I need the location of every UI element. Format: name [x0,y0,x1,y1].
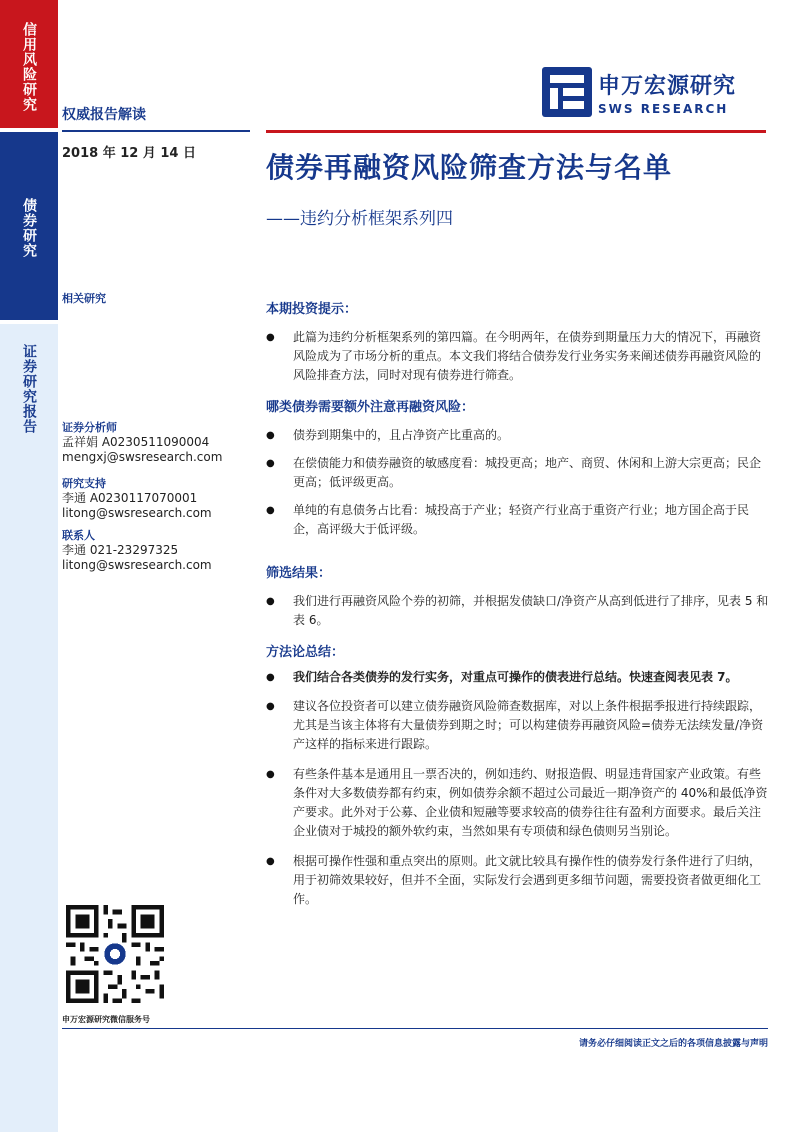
page-subtitle: ——违约分析框架系列四 [266,209,453,229]
contact-name-id: 孟祥娟 A0230511090004 [62,435,210,449]
section-method: 方法论总结： [266,645,345,660]
contact-role: 证券分析师 [62,421,117,434]
bullet-text: 建议各位投资者可以建立债券融资风险筛查数据库，对以上条件根据季报进行持续跟踪，尤其是当该主体将有大量债券到期之时；可以构建债券再融资风险=债券无法续发量/净资产这样的指标来进行跟踪。 [293,699,764,751]
title-divider [266,130,766,133]
bullet-dot-icon: ● [266,672,275,683]
sws-logo [540,64,736,120]
qr-caption: 申万宏源研究微信服务号 [62,1015,150,1024]
bullet-text: 我们进行再融资风险个券的初筛，并根据发债缺口/净资产从高到低进行了排序，见表 5 和表 6。 [293,594,769,627]
side-tab-credit-risk [0,0,58,128]
bullet-item [266,765,770,841]
related-research-label: 相关研究 [62,292,106,305]
bullet-item [266,501,770,539]
bullet-item [266,426,770,445]
side-tab-report [0,324,58,1132]
bullet-item [266,668,770,687]
bullet-text: 债券到期集中的，且占净资产比重高的。 [293,428,510,442]
side-tab-bond [0,132,58,320]
sws-logo-icon [540,65,594,119]
contact-email: litong@swsresearch.com [62,506,212,520]
bullet-item [266,697,770,754]
page-title: 债券再融资风险筛查方法与名单 [266,151,673,184]
contact-role: 联系人 [62,529,95,542]
bullet-dot-icon: ● [266,332,275,343]
bullet-text: 有些条件基本是通用且一票否决的，例如违约、财报造假、明显违背国家产业政策。有些条件对大多数债券都有约束，例如债券余额不超过公司最近一期净资产的 40%和最低净资产要求。此外对于公募、企业债和短融等要求较高的债券往往有盈利方面要求。最后关注企业债对于城投的额外软约束，当然如果有专项债和绿色债则另当别论。 [293,767,768,838]
bullet-text: 在偿债能力和债券融资的敏感度看：城投更高；地产、商贸、休闲和上游大宗更高；民企更高；低评级更高。 [293,456,762,489]
section-tips: 本期投资提示： [266,302,358,317]
contact-support [62,476,262,521]
qr-code-icon [66,905,164,1003]
contact-analyst [62,420,262,465]
bullet-text: 根据可操作性强和重点突出的原则。此文就比较具有操作性的债券发行条件进行了归纳，用于初筛效果较好，但并不全面，实际发行会遇到更多细节问题，需要投资者做更细化工作。 [293,854,762,906]
contact-name-id: 李通 A0230117070001 [62,491,198,505]
bullet-dot-icon: ● [266,769,275,780]
contact-name-phone: 李通 021-23297325 [62,543,179,557]
bullet-item [266,328,770,385]
report-date: 2018 年 12 月 14 日 [62,146,196,161]
logo-english: SWS RESEARCH [598,101,729,116]
bullet-dot-icon: ● [266,430,275,441]
section-which-bonds: 哪类债券需要额外注意再融资风险： [266,400,475,415]
bullet-item [266,592,770,630]
contact-role: 研究支持 [62,477,106,490]
bullet-dot-icon: ● [266,505,275,516]
contact-person [62,528,262,573]
disclaimer-footer: 请务必仔细阅读正文之后的各项信息披露与声明 [578,1039,768,1049]
report-kind: 权威报告解读 [62,107,146,123]
side-tab-report-label: 证券研究报告 [21,344,37,434]
bullet-dot-icon: ● [266,701,275,712]
side-tab-credit-label: 信用风险研究 [21,22,37,112]
bullet-text: 我们结合各类债券的发行实务，对重点可操作的债表进行总结。快速查阅表见表 7。 [293,670,738,684]
side-tab-bond-label: 债券研究 [21,198,37,258]
section-result: 筛选结果： [266,566,332,581]
contact-email: mengxj@swsresearch.com [62,450,223,464]
bullet-text: 单纯的有息债务占比看：城投高于产业；轻资产行业高于重资产行业；地方国企高于民企，高评级大于低评级。 [293,503,750,536]
bullet-text: 此篇为违约分析框架系列的第四篇。在今明两年，在债券到期量压力大的情况下，再融资风险成为了市场分析的重点。本文我们将结合债券发行业务实务来阐述债券再融资风险的风险排查方法，同时对现有债券进行筛查。 [293,330,762,382]
contact-email: litong@swsresearch.com [62,558,212,572]
bullet-item [266,454,770,492]
bullet-dot-icon: ● [266,856,275,867]
bullet-dot-icon: ● [266,596,275,607]
bullet-dot-icon: ● [266,458,275,469]
logo-chinese: 申万宏源研究 [598,73,737,99]
footer-divider [62,1028,768,1029]
left-divider [62,130,250,132]
bullet-item [266,852,770,909]
